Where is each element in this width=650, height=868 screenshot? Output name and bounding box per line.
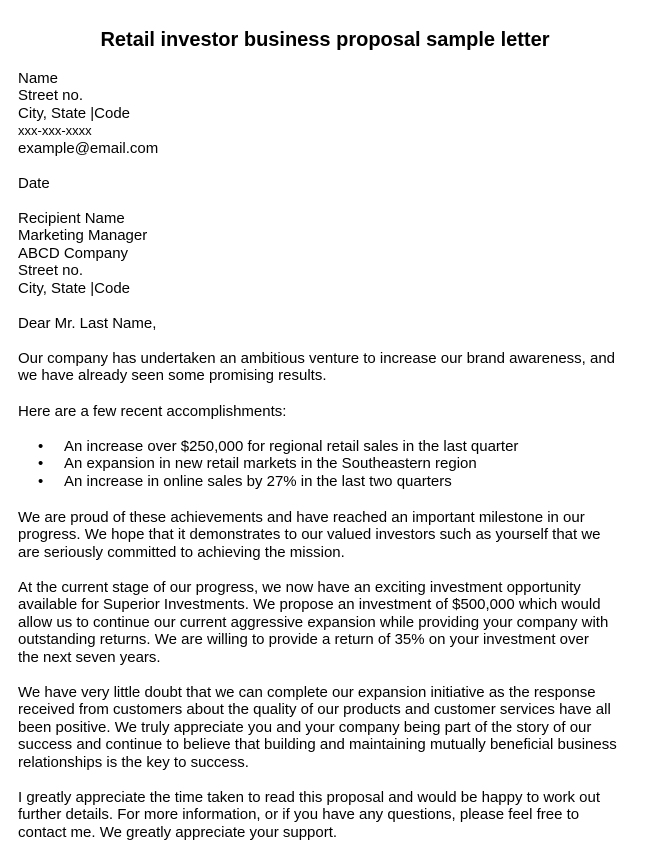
paragraph-line: received from customers about the quality of our products and customer services have all [18,701,611,719]
paragraph-line: We have very little doubt that we can complete our expansion initiative as the response [18,684,596,701]
paragraph-line: contact me. We greatly appreciate your support. [18,823,338,841]
paragraph-line: We are proud of these achievements and have reached an important milestone in our [18,509,585,526]
paragraph-line: the next seven years. [18,648,161,666]
paragraph-line: are seriously committed to achieving the mission. [18,543,345,561]
accomplishments-list [18,438,613,490]
paragraph-achievements [18,509,613,561]
recipient-city-state-code: City, State |Code [18,279,131,297]
accomplishment-text: An increase over $250,000 for regional retail sales in the last quarter [64,438,519,455]
accomplishments-intro-block [18,403,613,420]
sender-street: Street no. [18,87,84,105]
paragraph-line: been positive. We truly appreciate you and your company being part of the story of our [18,718,592,736]
recipient-street: Street no. [18,262,84,280]
recipient-title: Marketing Manager [18,227,148,245]
salutation-block [18,315,613,332]
accomplishment-text: An expansion in new retail markets in the Southeastern region [64,455,477,473]
paragraph-line: we have already seen some promising results. [18,367,327,385]
sender-name: Name [18,70,59,87]
paragraph-line: success and continue to believe that building and maintaining mutually beneficial business [18,736,617,754]
sender-email: example@email.com [18,139,159,157]
sender-phone: xxx-xxx-xxxx [18,123,92,139]
recipient-name: Recipient Name [18,210,125,227]
paragraph-line: I greatly appreciate the time taken to read this proposal and would be happy to work out [18,789,601,806]
bullet-icon: • [38,438,44,455]
sender-address-block [18,70,613,157]
letter-date: Date [18,175,50,192]
paragraph-line: further details. For more information, or if you have any questions, please feel free to [18,806,580,824]
paragraph-line: Our company has undertaken an ambitious venture to increase our brand awareness, and [18,350,616,367]
recipient-address-block [18,210,613,297]
list-item [18,438,613,455]
paragraph-intro [18,350,616,385]
accomplishments-intro: Here are a few recent accomplishments: [18,403,287,420]
paragraph-closing [18,789,613,841]
accomplishments-list-block [18,438,613,490]
date-block [18,175,613,192]
paragraph-line: progress. We hope that it demonstrates to our valued investors such as yourself that we [18,526,601,544]
sender-city-state-code: City, State |Code [18,104,131,122]
accomplishment-text: An increase in online sales by 27% in the last two quarters [64,472,452,490]
letter-title: Retail investor business proposal sample letter [100,29,550,51]
paragraph-line: available for Superior Investments. We propose an investment of $500,000 which would [18,596,601,614]
paragraph-line: At the current stage of our progress, we now have an exciting investment opportunity [18,579,581,596]
paragraph-investment-opportunity [18,579,613,666]
paragraph-line: allow us to continue our current aggressive expansion while providing your company with [18,613,609,631]
bullet-icon: • [38,472,44,490]
paragraph-line: outstanding returns. We are willing to provide a return of 35% on your investment over [18,631,589,649]
recipient-company: ABCD Company [18,244,129,262]
paragraph-confidence [18,684,617,771]
paragraph-line: relationships is the key to success. [18,753,249,771]
list-item [18,473,613,490]
bullet-icon: • [38,455,44,473]
salutation: Dear Mr. Last Name, [18,315,157,332]
list-item [18,455,613,472]
